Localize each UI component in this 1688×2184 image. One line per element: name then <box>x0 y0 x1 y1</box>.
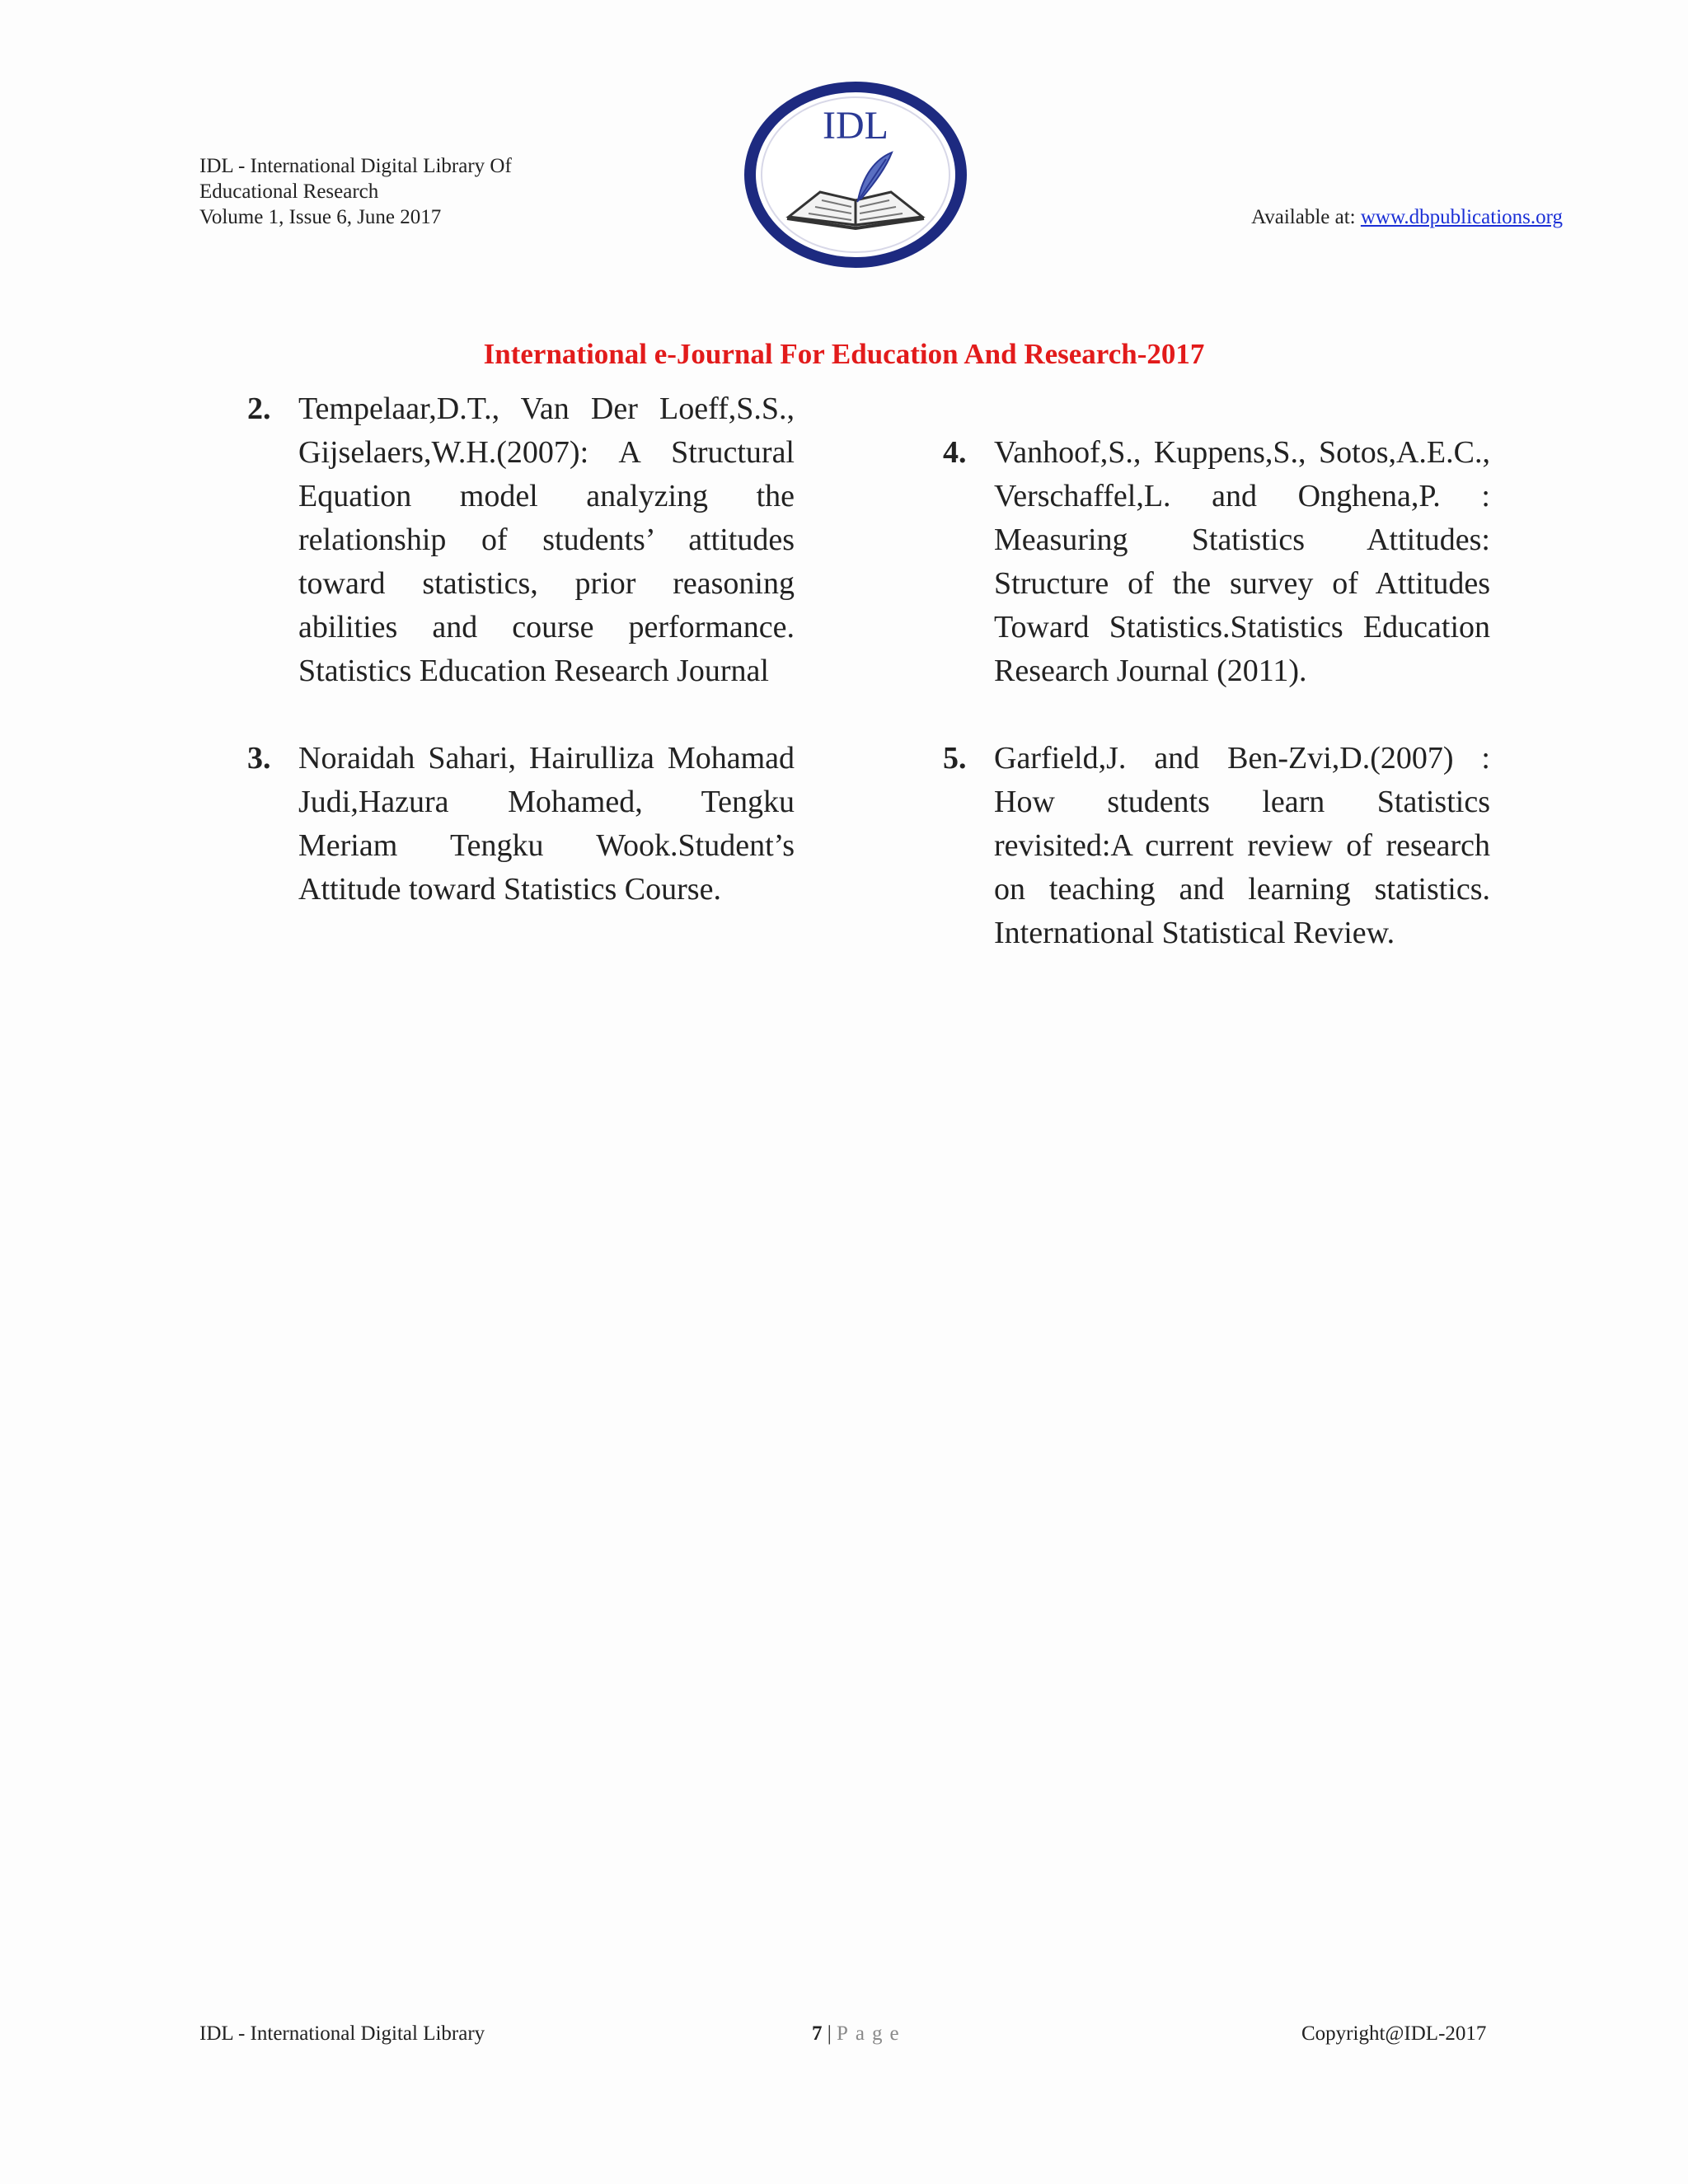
journal-title: International e-Journal For Education And Research-2017 <box>483 338 1205 370</box>
header-publication-info <box>199 153 512 230</box>
website-link[interactable]: www.dbpublications.org <box>1360 206 1563 228</box>
footer-library: IDL - International Digital Library <box>199 2022 485 2045</box>
available-label: Available at: <box>1251 206 1361 228</box>
reference-number: 4. <box>943 435 967 470</box>
reference-number: 5. <box>943 741 967 776</box>
reference-text: Noraidah Sahari, Hairulliza Mohamad Judi,Hazura Mohamed, Tengku Meriam Tengku Wook.Student’s Attitude toward Statistics Course. <box>298 741 795 907</box>
reference-text: Tempelaar,D.T., Van Der Loeff,S.S., Gijselaers,W.H.(2007): A Structural Equation model analyzing the relationship of students’ attitudes toward statistics, prior reasoning abilities and course performance. Statistics Education Research Journal <box>298 391 795 688</box>
page-separator: | <box>822 2022 837 2045</box>
footer-page-indicator <box>812 2022 907 2046</box>
header-line-1: IDL - International Digital Library Of <box>199 155 512 177</box>
references-left-column <box>247 387 795 912</box>
reference-number: 2. <box>247 391 271 426</box>
reference-text: Vanhoof,S., Kuppens,S., Sotos,A.E.C., Verschaffel,L. and Onghena,P. : Measuring Statistics Attitudes: Structure of the survey of Attitudes Toward Statistics.Statistics Education Research Journal (2011). <box>994 435 1490 688</box>
footer-copyright: Copyright@IDL-2017 <box>1301 2022 1487 2045</box>
reference-item <box>247 737 795 912</box>
reference-number: 3. <box>247 741 271 776</box>
page-word: Page <box>837 2022 907 2045</box>
header-line-2: Educational Research <box>199 180 379 203</box>
page-number: 7 <box>812 2022 823 2045</box>
reference-item <box>247 387 795 693</box>
available-at <box>1251 204 1563 230</box>
reference-item <box>943 737 1490 955</box>
idl-logo <box>739 77 972 273</box>
header-line-3: Volume 1, Issue 6, June 2017 <box>199 206 442 228</box>
reference-text: Garfield,J. and Ben-Zvi,D.(2007) : How students learn Statistics revisited:A current review of research on teaching and learning statistics. International Statistical Review. <box>994 741 1490 950</box>
reference-item <box>943 431 1490 693</box>
references-right-column <box>943 431 1490 955</box>
logo-text: IDL <box>823 104 889 148</box>
